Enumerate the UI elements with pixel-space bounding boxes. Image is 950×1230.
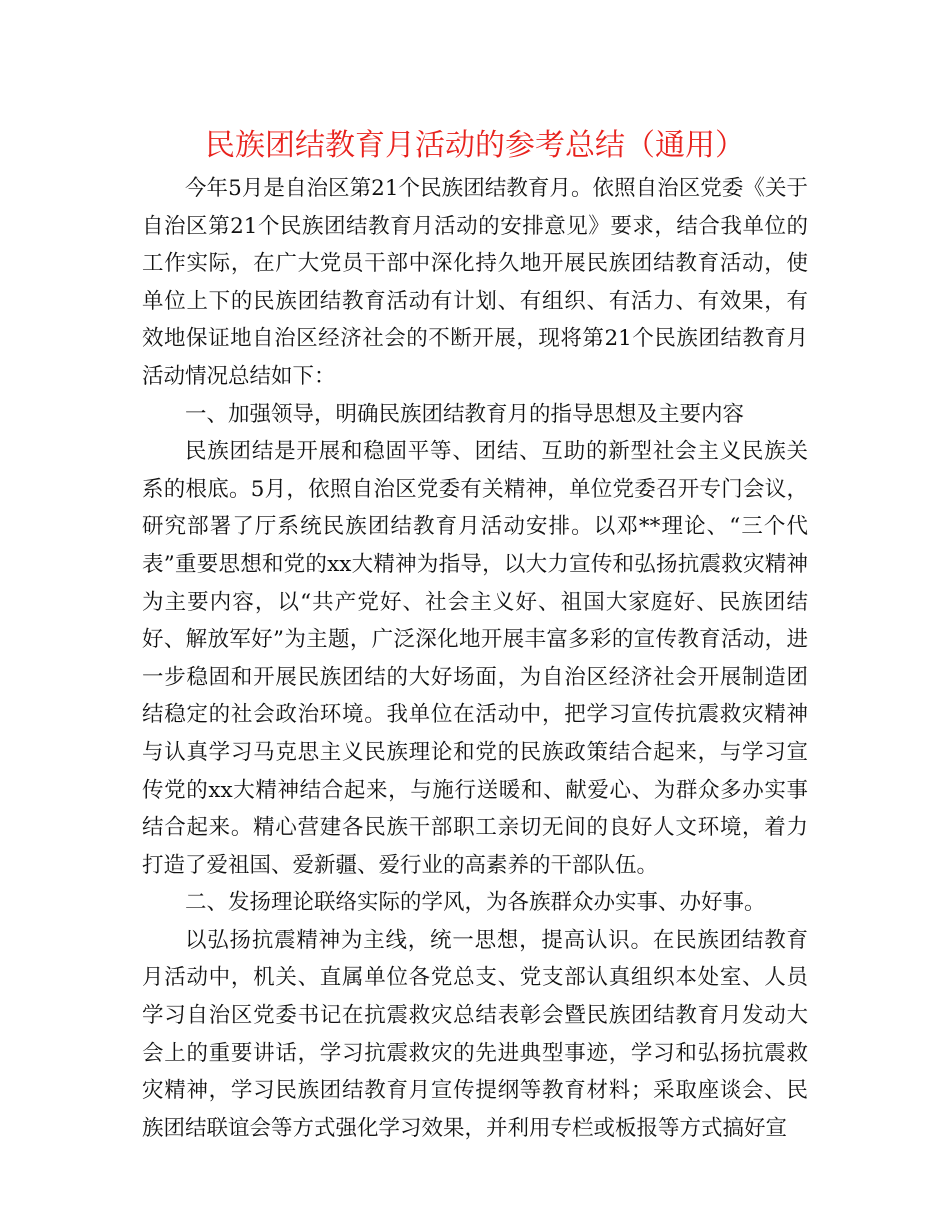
- paragraph-section-2: 以弘扬抗震精神为主线，统一思想，提高认识。在民族团结教育月活动中，机关、直属单位各党总支、党支部认真组织本处室、人员学习自治区党委书记在抗震救灾总结表彰会暨民族团结教育月发动大会上的重要讲话，学习抗震救灾的先进典型事迹，学习和弘扬抗震救灾精神，学习民族团结教育月宣传提纲等教育材料；采取座谈会、民族团结联谊会等方式强化学习效果，并利用专栏或板报等方式搞好宣: [142, 927, 808, 1141]
- document-body: [142, 170, 808, 1147]
- section-heading-1: 一、加强领导，明确民族团结教育月的指导思想及主要内容: [185, 401, 745, 427]
- section-heading-2: 二、发扬理论联络实际的学风，为各族群众办实事、办好事。: [185, 890, 766, 916]
- paragraph-section-1: 民族团结是开展和稳固平等、团结、互助的新型社会主义民族关系的根底。5月，依照自治区党委有关精神，单位党委召开专门会议，研究部署了厅系统民族团结教育月活动安排。以邓**理论、“三个代表”重要思想和党的xx大精神为指导，以大力宣传和弘扬抗震救灾精神为主要内容，以“共产党好、社会主义好、祖国大家庭好、民族团结好、解放军好”为主题，广泛深化地开展丰富多彩的宣传教育活动，进一步稳固和开展民族团结的大好场面，为自治区经济社会开展制造团结稳定的社会政治环境。我单位在活动中，把学习宣传抗震救灾精神与认真学习马克思主义民族理论和党的民族政策结合起来，与学习宣传党的xx大精神结合起来，与施行送暖和、献爱心、为群众多办实事结合起来。精心营建各民族干部职工亲切无间的良好人文环境，着力打造了爱祖国、爱新疆、爱行业的高素养的干部队伍。: [142, 439, 808, 878]
- paragraph-intro: 今年5月是自治区第21个民族团结教育月。依照自治区党委《关于自治区第21个民族团结教育月活动的安排意见》要求，结合我单位的工作实际，在广大党员干部中深化持久地开展民族团结教育活动，使单位上下的民族团结教育活动有计划、有组织、有活力、有效果，有效地保证地自治区经济社会的不断开展，现将第21个民族团结教育月活动情况总结如下：: [142, 176, 808, 389]
- document-title: 民族团结教育月活动的参考总结（通用）: [205, 128, 745, 163]
